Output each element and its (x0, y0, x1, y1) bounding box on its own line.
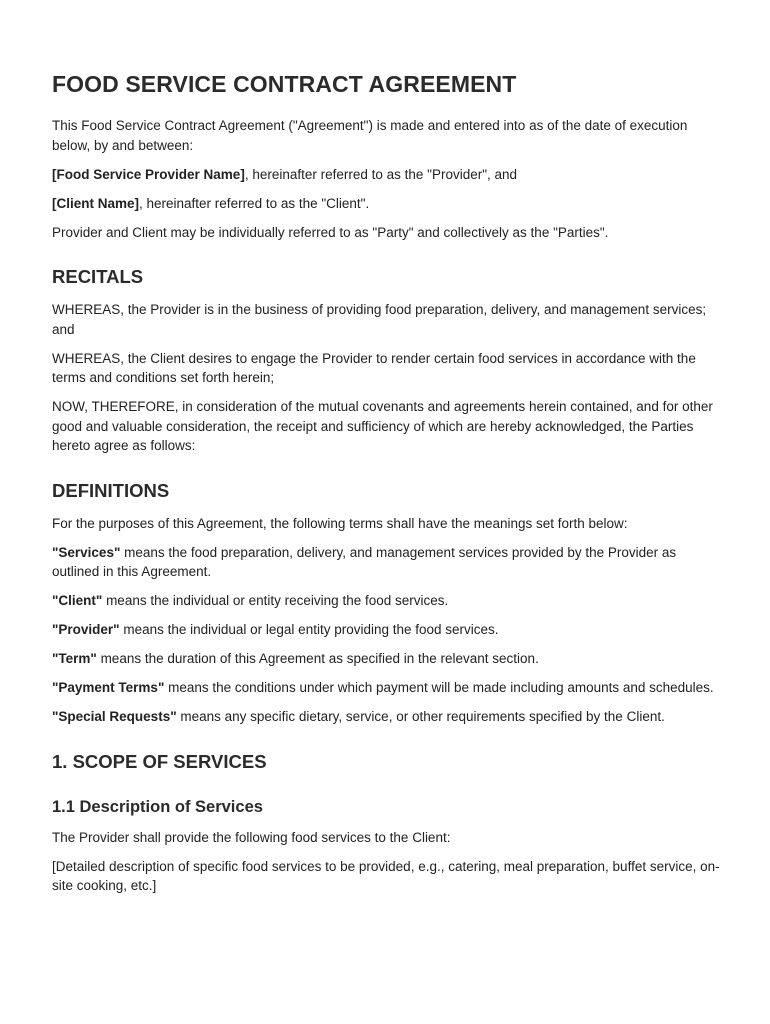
definition-item (52, 620, 720, 640)
definition-text: means the food preparation, delivery, and management services provided by the Provider as outlined in this Agreement. (52, 544, 677, 579)
definition-term: "Provider" (52, 622, 120, 637)
definition-term: "Payment Terms" (52, 680, 165, 695)
definition-item (52, 591, 720, 611)
parties-paragraph: Provider and Client may be individually referred to as "Party" and collectively as the "Parties". (52, 224, 609, 240)
definition-item (52, 707, 720, 727)
recitals-heading: RECITALS (52, 266, 144, 287)
definition-text: means the conditions under which payment will be made including amounts and schedules. (164, 680, 714, 695)
definition-text: means the duration of this Agreement as specified in the relevant section. (96, 651, 539, 666)
definitions-intro: For the purposes of this Agreement, the following terms shall have the meanings set forth below: (52, 515, 628, 531)
definition-text: means the individual or legal entity providing the food services. (119, 622, 499, 637)
scope-subheading: 1.1 Description of Services (52, 797, 263, 816)
provider-party-line (52, 165, 720, 185)
definition-text: means the individual or entity receiving the food services. (102, 593, 449, 608)
definitions-heading: DEFINITIONS (52, 479, 170, 501)
definition-term: "Client" (52, 593, 103, 608)
scope-paragraph-1: The Provider shall provide the following food services to the Client: (52, 829, 451, 845)
recital-paragraph-1: WHEREAS, the Provider is in the business of providing food preparation, delivery, and management services; and (52, 302, 707, 337)
provider-name-placeholder: [Food Service Provider Name] (52, 166, 245, 182)
definition-item (52, 543, 720, 582)
scope-paragraph-2: [Detailed description of specific food services to be provided, e.g., catering, meal preparation, buffet service, on-site cooking, etc.] (52, 858, 720, 893)
definition-text: means any specific dietary, service, or other requirements specified by the Client. (176, 709, 665, 724)
document-title: FOOD SERVICE CONTRACT AGREEMENT (52, 71, 517, 97)
definition-item (52, 649, 720, 669)
client-party-line (52, 194, 720, 214)
definition-term: "Special Requests" (52, 709, 177, 724)
document-page (52, 66, 720, 905)
provider-party-text: , hereinafter referred to as the "Provider", and (244, 166, 518, 182)
definition-item (52, 678, 720, 698)
client-party-text: , hereinafter referred to as the "Client". (139, 195, 370, 211)
recital-paragraph-3: NOW, THEREFORE, in consideration of the mutual covenants and agreements herein contained, and for other good and valuable consideration, the receipt and sufficiency of which are hereby acknowledged, the Parties hereto agree as follows: (52, 399, 713, 453)
scope-heading: 1. SCOPE OF SERVICES (52, 750, 267, 772)
client-name-placeholder: [Client Name] (52, 195, 140, 211)
recital-paragraph-2: WHEREAS, the Client desires to engage the Provider to render certain food services in accordance with the terms and conditions set forth herein; (52, 350, 696, 385)
definition-term: "Term" (52, 651, 97, 666)
definition-term: "Services" (52, 544, 121, 560)
intro-paragraph: This Food Service Contract Agreement ("Agreement") is made and entered into as of the date of execution below, by and between: (52, 118, 688, 153)
